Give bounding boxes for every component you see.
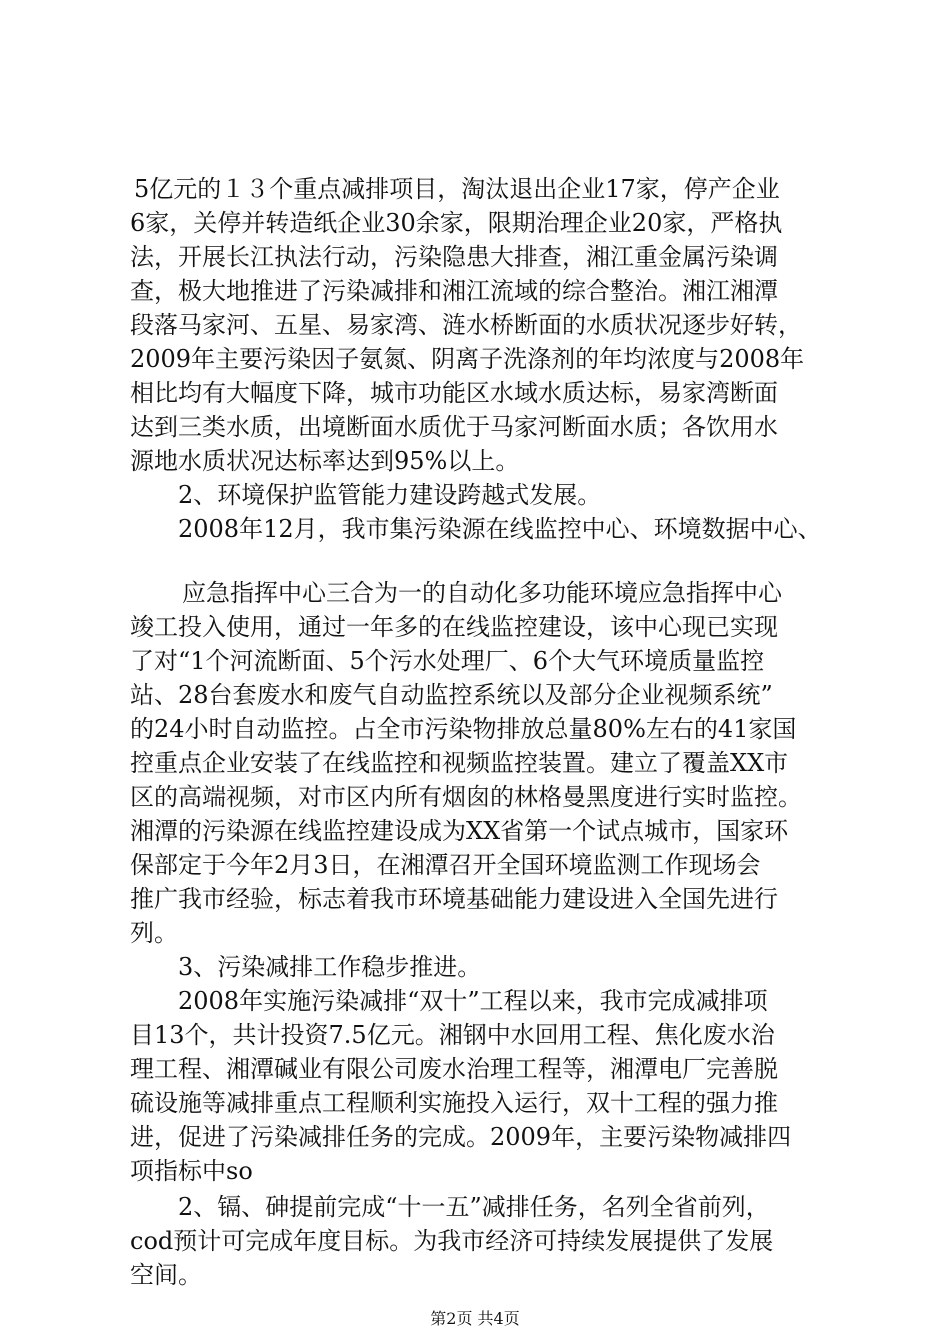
paragraph-line: 的24小时自动监控。占全市污染物排放总量80%左右的41家国: [130, 715, 797, 743]
paragraph-line: 站、28台套废水和废气自动监控系统以及部分企业视频系统”: [130, 681, 773, 709]
paragraph-line: 查，极大地推进了污染减排和湘江流域的综合整治。湘江湘潭: [130, 277, 778, 305]
paragraph-line: 竣工投入使用，通过一年多的在线监控建设，该中心现已实现: [130, 613, 778, 641]
paragraph-line: 2、镉、砷提前完成“十一五”减排任务，名列全省前列，: [178, 1193, 770, 1221]
paragraph-line: 2008年实施污染减排“双十”工程以来，我市完成减排项: [178, 987, 768, 1015]
paragraph-line: 相比均有大幅度下降，城市功能区水域水质达标，易家湾断面: [130, 379, 778, 407]
paragraph-line: 了对“1个河流断面、5个污水处理厂、6个大气环境质量监控: [130, 647, 765, 675]
paragraph-line: 目13个，共计投资7.5亿元。湘钢中水回用工程、焦化废水治: [130, 1021, 775, 1049]
section-heading: 3、污染减排工作稳步推进。: [178, 953, 482, 981]
paragraph-line: 理工程、湘潭碱业有限公司废水治理工程等，湘潭电厂完善脱: [130, 1055, 778, 1083]
paragraph-line: 空间。: [130, 1261, 202, 1289]
paragraph-line: 段落马家河、五星、易家湾、涟水桥断面的水质状况逐步好转，: [130, 311, 802, 339]
paragraph-line: 2009年主要污染因子氨氮、阴离子洗涤剂的年均浓度与2008年: [130, 345, 805, 373]
section-heading: 2、环境保护监管能力建设跨越式发展。: [178, 481, 602, 509]
paragraph-line: cod预计可完成年度目标。为我市经济可持续发展提供了发展: [130, 1227, 774, 1255]
paragraph-line: 湘潭的污染源在线监控建设成为XX省第一个试点城市，国家环: [130, 817, 789, 845]
paragraph-line: 保部定于今年2月3日，在湘潭召开全国环境监测工作现场会: [130, 851, 761, 879]
paragraph-line: 应急指挥中心三合为一的自动化多功能环境应急指挥中心: [182, 579, 782, 607]
paragraph-line: 进，促进了污染减排任务的完成。2009年，主要污染物减排四: [130, 1123, 792, 1151]
paragraph-line: 2008年12月，我市集污染源在线监控中心、环境数据中心、: [178, 515, 822, 543]
paragraph-line: 控重点企业安装了在线监控和视频监控装置。建立了覆盖XX市: [130, 749, 789, 777]
paragraph-line: 区的高端视频，对市区内所有烟囱的林格曼黑度进行实时监控。: [130, 783, 802, 811]
paragraph-line: 达到三类水质，出境断面水质优于马家河断面水质；各饮用水: [130, 413, 778, 441]
paragraph-line: 5亿元的１３个重点减排项目，淘汰退出企业17家，停产企业: [134, 175, 780, 203]
paragraph-line: 推广我市经验，标志着我市环境基础能力建设进入全国先进行: [130, 885, 778, 913]
paragraph-line: 项指标中so: [130, 1157, 253, 1185]
paragraph-line: 法，开展长江执法行动，污染隐患大排查，湘江重金属污染调: [130, 243, 778, 271]
paragraph-line: 硫设施等减排重点工程顺利实施投入运行，双十工程的强力推: [130, 1089, 778, 1117]
paragraph-line: 6家，关停并转造纸企业30余家，限期治理企业20家，严格执: [130, 209, 783, 237]
paragraph-line: 源地水质状况达标率达到95%以上。: [130, 447, 520, 475]
page-footer: 第2页 共4页: [430, 1309, 520, 1328]
paragraph-line: 列。: [130, 919, 178, 947]
